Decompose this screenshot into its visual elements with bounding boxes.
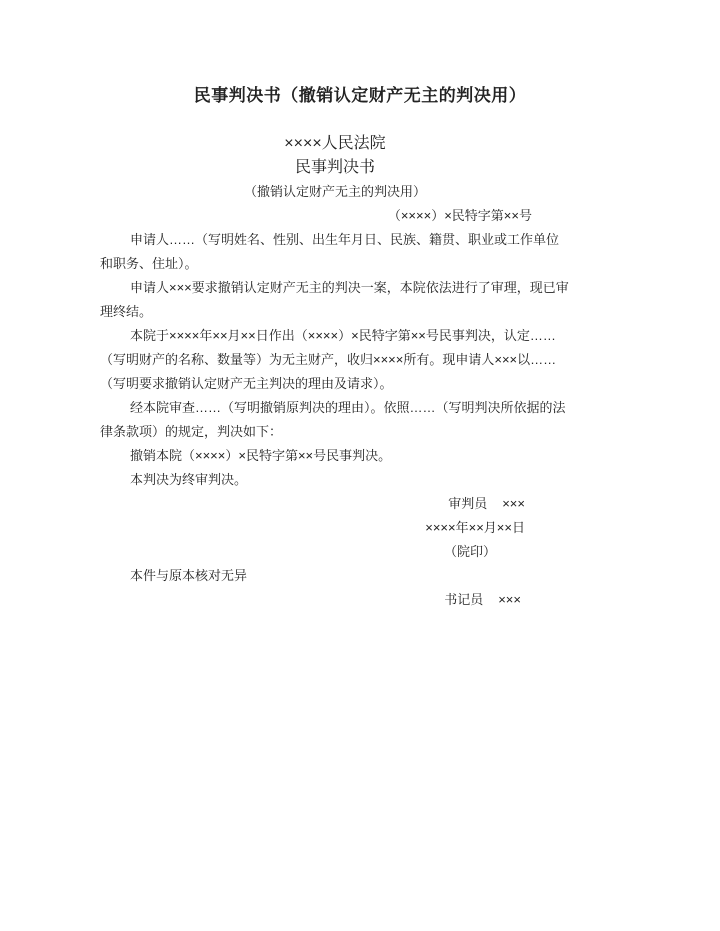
doc-type-line: 民事判决书 <box>294 159 375 176</box>
page-title: 民事判决书（撤销认定财产无主的判决用） <box>193 86 527 105</box>
clerk-label: 书记员 <box>444 592 484 607</box>
clerk-signature-line <box>100 588 570 612</box>
paragraph-original-judgment: 本院于××××年××月××日作出（××××）×民特字第××号民事判决，认定……（写明财产的名称、数量等）为无主财产，收归××××所有。现申请人×××以……（写明要求撤销认定财产无主判决的理由及请求）。 <box>100 328 557 391</box>
case-number-line: （××××）×民特字第××号 <box>387 208 532 223</box>
paragraph-applicant-info: 申请人……（写明姓名、性别、出生年月日、民族、籍贯、职业或工作单位和职务、住址）。 <box>100 232 560 271</box>
judge-name: ××× <box>502 496 525 511</box>
copy-verification-line: 本件与原本核对无异 <box>130 568 248 583</box>
paragraph-case-intro: 申请人×××要求撤销认定财产无主的判决一案，本院依法进行了审理，现已审理终结。 <box>100 280 569 319</box>
paragraph-ruling: 撤销本院（××××）×民特字第××号民事判决。 <box>130 448 392 463</box>
paragraph-final-judgment: 本判决为终审判决。 <box>130 472 248 487</box>
doc-usage-line: （撤销认定财产无主的判决用） <box>243 184 426 199</box>
clerk-name: ××× <box>498 592 521 607</box>
paragraph-review-and-basis: 经本院审查……（写明撤销原判决的理由）。依照……（写明判决所依据的法律条款项）的规定，判决如下： <box>100 400 566 439</box>
court-seal-note: （院印） <box>443 544 496 559</box>
judge-signature-line <box>100 492 570 516</box>
judgment-date-line: ××××年××月××日 <box>425 520 525 535</box>
spacer <box>100 108 570 132</box>
judge-label: 审判员 <box>448 496 488 511</box>
court-name-line: ××××人民法院 <box>284 135 386 152</box>
